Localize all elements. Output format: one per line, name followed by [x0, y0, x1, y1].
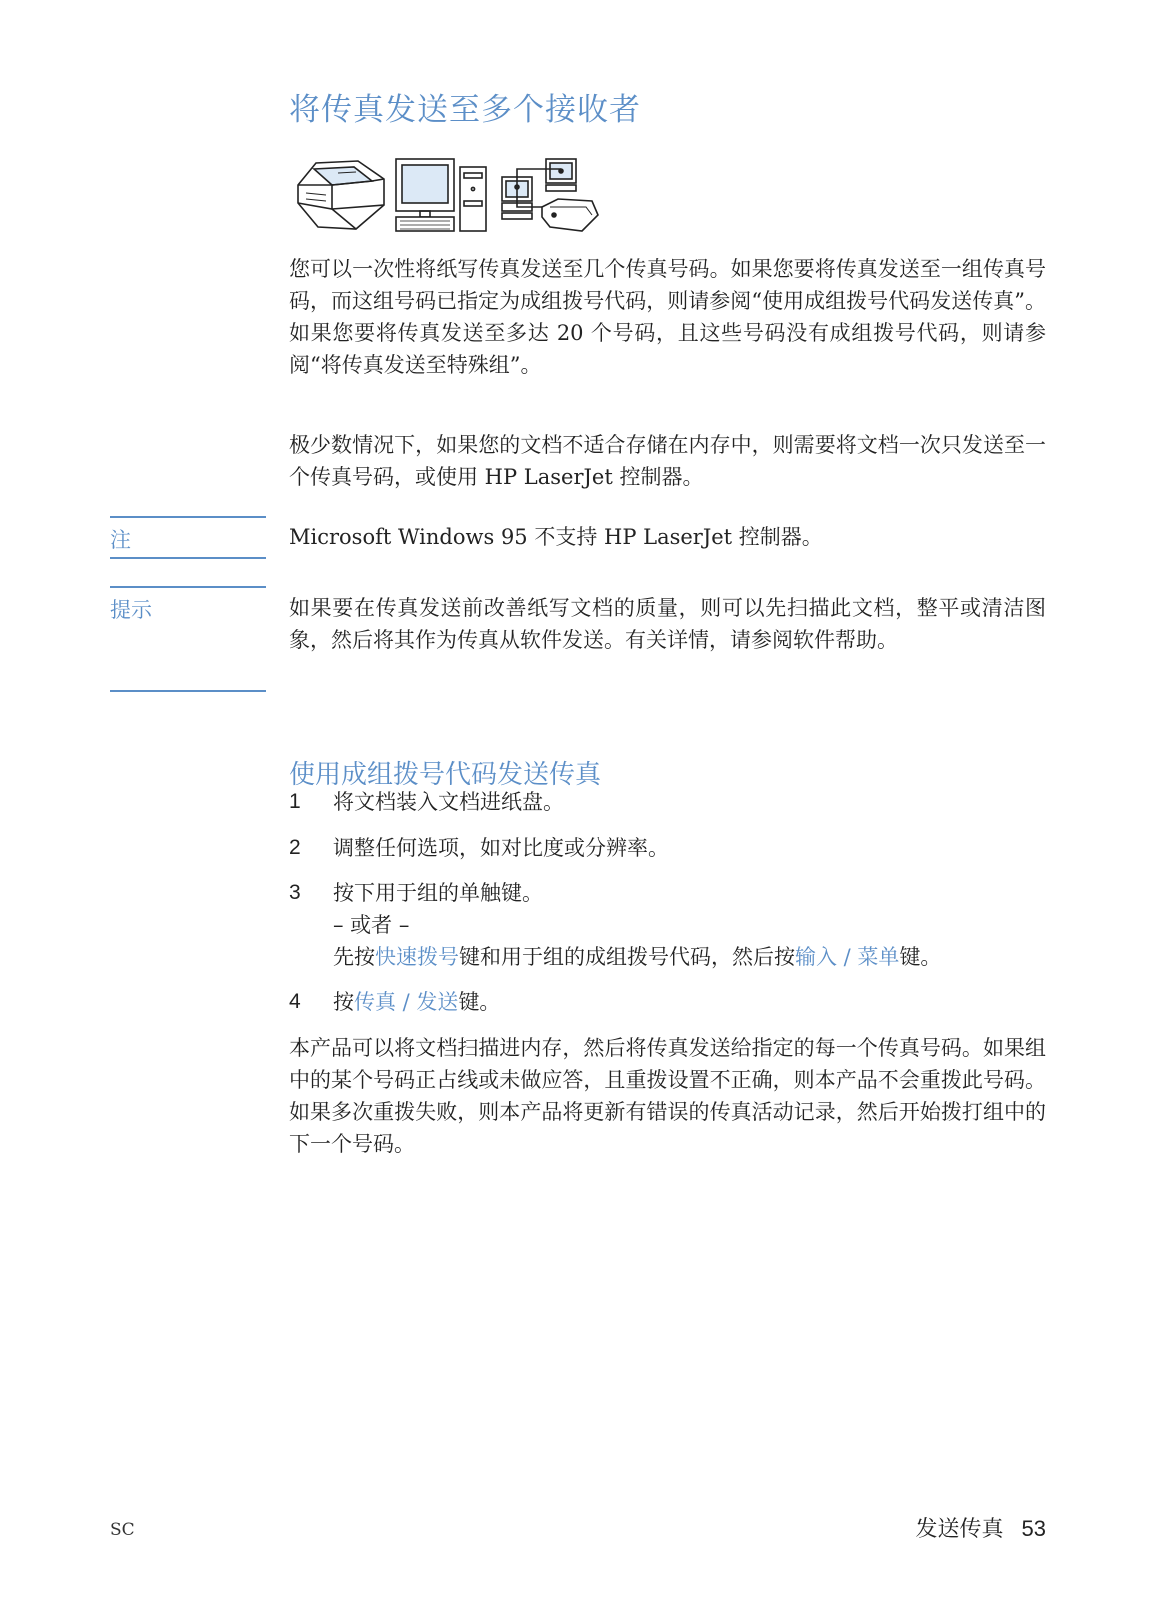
- step-pre: 按: [333, 990, 354, 1014]
- step-number: 4: [289, 990, 301, 1013]
- intro-paragraph-2: 极少数情况下，如果您的文档不适合存储在内存中，则需要将文档一次只发送至一个传真号码，或使用 HP LaserJet 控制器。: [289, 433, 1046, 489]
- fax-send-key: 传真 / 发送: [354, 990, 459, 1014]
- step-alt-pre: 先按: [333, 945, 375, 969]
- footer-language-code: SC: [110, 1520, 135, 1540]
- step-alternative: [333, 941, 1046, 973]
- step-2: [289, 832, 1046, 864]
- footer-section: [916, 1512, 1047, 1543]
- page-number: 53: [1021, 1516, 1046, 1541]
- fax-pc-network-icon: [296, 157, 606, 247]
- step-number: 2: [289, 836, 301, 859]
- note-top-rule: [110, 516, 266, 518]
- step-number: 3: [289, 881, 301, 904]
- tip-text: 如果要在传真发送前改善纸写文档的质量，则可以先扫描此文档，整平或清洁图象，然后将其作为传真从软件发送。有关详情，请参阅软件帮助。: [289, 596, 1046, 652]
- section-title: 使用成组拨号代码发送传真: [289, 760, 602, 790]
- speed-dial-key: 快速拨号: [375, 945, 459, 969]
- fax-machine-icon: [298, 161, 384, 229]
- step-alt-post: 键。: [899, 945, 942, 969]
- step-4: [289, 986, 1046, 1018]
- note-label: 注: [110, 528, 131, 552]
- step-text: 按下用于组的单触键。: [333, 881, 543, 905]
- note-text: Microsoft Windows 95 不支持 HP LaserJet 控制器。: [289, 525, 823, 549]
- page-title: 将传真发送至多个接收者: [289, 92, 641, 128]
- step-1: [289, 786, 1046, 818]
- tip-label: 提示: [110, 598, 152, 622]
- tip-bottom-rule: [110, 690, 266, 692]
- step-post: 键。: [458, 990, 501, 1014]
- computer-icon: [396, 159, 486, 231]
- step-text: 将文档装入文档进纸盘。: [333, 790, 564, 814]
- enter-menu-key: 输入 / 菜单: [795, 945, 900, 969]
- tip-top-rule: [110, 586, 266, 588]
- closing-paragraph: 本产品可以将文档扫描进内存，然后将传真发送给指定的每一个传真号码。如果组中的某个号码正占线或未做应答，且重拨设置不正确，则本产品不会重拨此号码。如果多次重拨失败，则本产品将更新有错误的传真活动记录，然后开始拨打组中的下一个号码。: [289, 1036, 1046, 1156]
- step-body: [333, 877, 1046, 973]
- intro-paragraph-1: 您可以一次性将纸写传真发送至几个传真号码。如果您要将传真发送至一组传真号码，而这组号码已指定为成组拨号代码，则请参阅“使用成组拨号代码发送传真”。如果您要将传真发送至多达 20 个号码，且这些号码没有成组拨号代码，则请参阅“将传真发送至特殊组”。: [289, 257, 1046, 377]
- network-icon: [502, 159, 598, 231]
- step-text: [333, 986, 1046, 1018]
- step-or-separator: – 或者 –: [333, 913, 410, 937]
- step-3: [289, 877, 1046, 973]
- step-text: 调整任何选项，如对比度或分辨率。: [333, 836, 669, 860]
- note-bottom-rule: [110, 557, 266, 559]
- step-number: 1: [289, 790, 301, 813]
- footer-section-title: 发送传真: [915, 1517, 1004, 1542]
- step-alt-mid: 键和用于组的成组拨号代码，然后按: [459, 945, 795, 969]
